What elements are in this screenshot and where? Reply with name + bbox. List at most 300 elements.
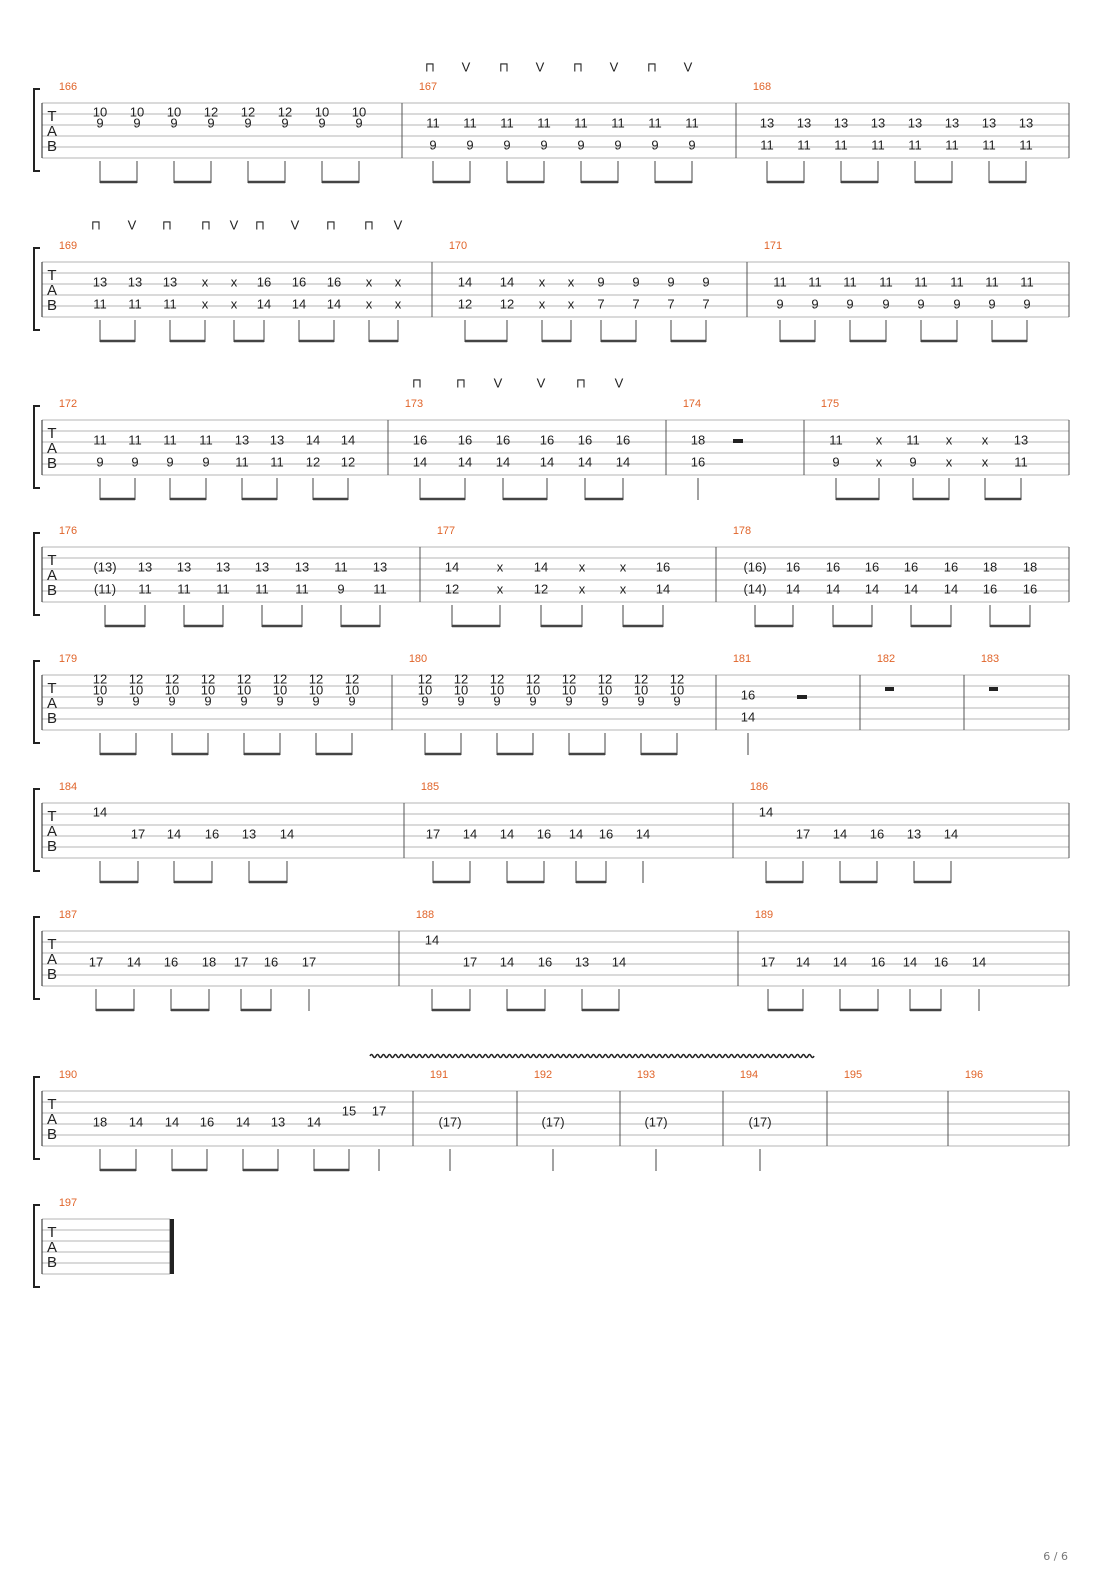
fret-number: 16 [825,559,841,575]
fret-number: 18 [1022,559,1038,575]
fret-number: 14 [943,826,959,842]
fret-number: 14 [902,954,918,970]
fret-number: 17 [760,954,776,970]
fret-number: 9 [601,693,609,709]
fret-number: 9 [673,693,681,709]
fret-number: 9 [348,693,356,709]
fret-number: 13 [981,115,997,131]
fret-number: 9 [909,454,917,470]
fret-number: (11) [93,581,117,597]
upstroke-icon: V [290,217,300,233]
upstroke-icon: V [609,59,619,75]
tab-clef-letter: A [46,822,58,840]
fret-number: 12 [305,454,321,470]
fret-number: 13 [294,559,310,575]
measure-number: 174 [682,397,702,410]
measure-number: 179 [58,652,78,665]
fret-number: 10 [489,682,505,698]
fret-number: 14 [495,454,511,470]
fret-number: 9 [651,137,659,153]
fret-number: 7 [667,296,675,312]
fret-number: 9 [457,693,465,709]
fret-number: 9 [832,454,840,470]
fret-number: 9 [133,115,141,131]
fret-number: 12 [236,671,252,687]
fret-number: 14 [539,454,555,470]
fret-number: 12 [489,671,505,687]
fret-number: 14 [126,954,142,970]
tab-clef-letter: B [46,1125,58,1143]
fret-number: 9 [131,454,139,470]
fret-number: 13 [796,115,812,131]
fret-number: 11 [373,581,387,597]
fret-number: 9 [776,296,784,312]
measure-number: 173 [404,397,424,410]
fret-number: 11 [537,115,551,131]
system-bracket [34,661,40,743]
fret-number: 14 [758,804,774,820]
tab-system [34,525,1069,627]
downstroke-icon: ⊓ [411,375,423,391]
fret-number: 9 [202,454,210,470]
upstroke-icon: V [229,217,239,233]
fret-number: 9 [96,115,104,131]
fret-number: 13 [92,274,108,290]
fret-number: 14 [424,932,440,948]
fret-number: 10 [128,682,144,698]
fret-number: 11 [463,115,477,131]
measure-number: 176 [58,524,78,537]
fret-number: 13 [269,432,285,448]
fret-number: 11 [982,137,996,153]
fret-number: 11 [808,274,822,290]
fret-number: 16 [495,432,511,448]
fret-number: 9 [204,693,212,709]
tab-clef-letter: A [46,439,58,457]
fret-number: 10 [344,682,360,698]
fret-number: 10 [669,682,685,698]
measure-number: 184 [58,780,78,793]
fret-number: x [394,296,402,312]
fret-number: 14 [533,559,549,575]
fret-number: 14 [291,296,307,312]
tab-clef-letter: T [47,424,57,442]
measure-number: 191 [429,1068,449,1081]
fret-number: 10 [164,682,180,698]
tab-clef-letter: T [47,935,57,953]
fret-number: 14 [306,1114,322,1130]
fret-number: 9 [688,137,696,153]
upstroke-icon: V [127,217,137,233]
measure-number: 168 [752,80,772,93]
measure-number: 194 [739,1068,759,1081]
fret-number: (17) [438,1114,462,1130]
fret-number: 12 [340,454,356,470]
fret-number: 11 [773,274,787,290]
fret-number: 11 [255,581,269,597]
system-bracket [34,533,40,615]
tab-clef-letter: T [47,807,57,825]
fret-number: x [538,274,546,290]
fret-number: 12 [561,671,577,687]
fret-number: 11 [93,296,107,312]
fret-number: 9 [565,693,573,709]
fret-number: 16 [943,559,959,575]
fret-number: 9 [240,693,248,709]
fret-number: 9 [632,274,640,290]
fret-number: 10 [308,682,324,698]
tab-clef-letter: A [46,1110,58,1128]
fret-number: 11 [685,115,699,131]
fret-number: 10 [200,682,216,698]
fret-number: 13 [234,432,250,448]
fret-number: 9 [529,693,537,709]
measure-number: 177 [436,524,456,537]
fret-number: 9 [614,137,622,153]
fret-number: 14 [340,432,356,448]
fret-number: 12 [597,671,613,687]
fret-number: 13 [907,115,923,131]
fret-number: 9 [953,296,961,312]
fret-number: 12 [453,671,469,687]
fret-number: 11 [945,137,959,153]
fret-number: 16 [199,1114,215,1130]
fret-number: 14 [457,454,473,470]
fret-number: 16 [326,274,342,290]
fret-number: x [538,296,546,312]
fret-number: 11 [128,296,142,312]
fret-number: 14 [305,432,321,448]
fret-number: 14 [444,559,460,575]
final-barline [170,1219,174,1274]
measure-number: 189 [754,908,774,921]
measure-number: 167 [418,80,438,93]
fret-number: 11 [1019,137,1033,153]
fret-number: 9 [540,137,548,153]
fret-number: 11 [985,274,999,290]
fret-number: 16 [982,581,998,597]
fret-number: 14 [795,954,811,970]
tab-clef-letter: B [46,837,58,855]
fret-number: 14 [499,954,515,970]
upstroke-icon: V [536,375,546,391]
fret-number: 13 [870,115,886,131]
fret-number: 9 [637,693,645,709]
fret-number: 16 [615,432,631,448]
fret-number: 16 [655,559,671,575]
measure-number: 187 [58,908,78,921]
downstroke-icon: ⊓ [200,217,212,233]
fret-number: 11 [500,115,514,131]
fret-number: 11 [879,274,893,290]
fret-number: (13) [93,559,117,575]
fret-number: 9 [96,454,104,470]
fret-number: 14 [256,296,272,312]
fret-number: 10 [597,682,613,698]
fret-number: 11 [760,137,774,153]
fret-number: 16 [864,559,880,575]
fret-number: 7 [702,296,710,312]
fret-number: 16 [903,559,919,575]
fret-number: 14 [462,826,478,842]
downstroke-icon: ⊓ [325,217,337,233]
system-bracket [34,789,40,871]
measure-number: 166 [58,80,78,93]
fret-number: 16 [412,432,428,448]
tab-system [34,217,1069,342]
measure-number: 181 [732,652,752,665]
fret-number: 11 [163,296,177,312]
fret-number: 9 [96,693,104,709]
system-bracket [34,89,40,171]
tab-system [34,1069,1069,1171]
fret-number: 9 [988,296,996,312]
fret-number: 9 [667,274,675,290]
fret-number: 14 [164,1114,180,1130]
fret-number: 13 [162,274,178,290]
system-bracket [34,406,40,488]
fret-number: 16 [539,432,555,448]
downstroke-icon: ⊓ [90,217,102,233]
fret-number: 11 [177,581,191,597]
fret-number: 12 [499,296,515,312]
fret-number: 14 [457,274,473,290]
upstroke-icon: V [614,375,624,391]
fret-number: 14 [568,826,584,842]
fret-number: 9 [312,693,320,709]
fret-number: 13 [372,559,388,575]
fret-number: (16) [743,559,767,575]
fret-number: 17 [301,954,317,970]
downstroke-icon: ⊓ [254,217,266,233]
fret-number: 17 [130,826,146,842]
fret-number: 13 [1013,432,1029,448]
fret-number: 17 [795,826,811,842]
fret-number: 12 [240,104,256,120]
fret-number: 14 [825,581,841,597]
fret-number: 18 [92,1114,108,1130]
tab-system [34,1197,174,1287]
fret-number: 9 [702,274,710,290]
fret-number: 14 [499,826,515,842]
fret-number: 12 [128,671,144,687]
fret-number: 11 [235,454,249,470]
fret-number: 13 [906,826,922,842]
tab-clef-letter: A [46,566,58,584]
fret-number: 16 [163,954,179,970]
tab-clef-letter: T [47,1095,57,1113]
fret-number: 9 [166,454,174,470]
fret-number: 9 [281,115,289,131]
fret-number: 11 [138,581,152,597]
fret-number: 12 [277,104,293,120]
fret-number: 14 [943,581,959,597]
fret-number: 9 [882,296,890,312]
fret-number: x [981,454,989,470]
fret-number: 13 [759,115,775,131]
fret-number: 11 [950,274,964,290]
fret-number: 13 [127,274,143,290]
tab-clef-letter: T [47,1223,57,1241]
fret-number: 11 [834,137,848,153]
fret-number: 13 [1018,115,1034,131]
system-bracket [34,1077,40,1159]
upstroke-icon: V [393,217,403,233]
tab-clef-letter: B [46,965,58,983]
fret-number: 13 [833,115,849,131]
fret-number: 12 [308,671,324,687]
fret-number: 12 [92,671,108,687]
fret-number: 13 [254,559,270,575]
downstroke-icon: ⊓ [161,217,173,233]
fret-number: 11 [270,454,284,470]
fret-number: 17 [462,954,478,970]
fret-number: 16 [291,274,307,290]
fret-number: 9 [493,693,501,709]
half-rest [797,695,807,699]
fret-number: 12 [457,296,473,312]
fret-number: 9 [577,137,585,153]
tab-system [34,375,1069,500]
measure-number: 175 [820,397,840,410]
fret-number: x [394,274,402,290]
fret-number: 13 [215,559,231,575]
fret-number: 16 [869,826,885,842]
fret-number: 13 [944,115,960,131]
tab-clef-letter: A [46,950,58,968]
fret-number: 10 [166,104,182,120]
tab-clef-letter: B [46,296,58,314]
page-number: 6 / 6 [1043,1550,1068,1563]
fret-number: x [567,296,575,312]
fret-number: 14 [128,1114,144,1130]
fret-number: 14 [635,826,651,842]
fret-number: 7 [632,296,640,312]
fret-number: x [875,454,883,470]
fret-number: 10 [633,682,649,698]
fret-number: x [496,559,504,575]
fret-number: 16 [204,826,220,842]
fret-number: x [230,296,238,312]
fret-number: x [619,581,627,597]
fret-number: 11 [93,432,107,448]
measure-number: 180 [408,652,428,665]
measure-number: 197 [58,1196,78,1209]
fret-number: x [496,581,504,597]
upstroke-icon: V [683,59,693,75]
fret-number: 14 [92,804,108,820]
fret-number: 9 [503,137,511,153]
downstroke-icon: ⊓ [572,59,584,75]
fret-number: 16 [870,954,886,970]
fret-number: 9 [917,296,925,312]
fret-number: 14 [279,826,295,842]
downstroke-icon: ⊓ [498,59,510,75]
fret-number: 14 [166,826,182,842]
fret-number: 10 [351,104,367,120]
fret-number: 12 [344,671,360,687]
fret-number: 18 [201,954,217,970]
fret-number: 11 [574,115,588,131]
half-rest [733,439,743,443]
whole-rest [989,687,998,691]
fret-number: x [201,296,209,312]
tab-system [34,909,1069,1011]
fret-number: 11 [843,274,857,290]
whole-rest [885,687,894,691]
fret-number: 11 [216,581,230,597]
fret-number: (14) [743,581,767,597]
fret-number: 10 [453,682,469,698]
tab-clef-letter: B [46,581,58,599]
tab-clef-letter: B [46,137,58,155]
measure-number: 188 [415,908,435,921]
fret-number: 14 [412,454,428,470]
measure-number: 195 [843,1068,863,1081]
fret-number: 17 [371,1103,387,1119]
downstroke-icon: ⊓ [455,375,467,391]
fret-number: 16 [690,454,706,470]
fret-number: 9 [318,115,326,131]
tab-clef-letter: A [46,122,58,140]
fret-number: 11 [914,274,928,290]
upstroke-icon: V [493,375,503,391]
fret-number: 14 [832,954,848,970]
fret-number: 9 [429,137,437,153]
fret-number: x [945,454,953,470]
tab-clef-letter: A [46,694,58,712]
fret-number: x [201,274,209,290]
fret-number: 9 [132,693,140,709]
fret-number: 14 [740,709,756,725]
tab-clef-letter: T [47,679,57,697]
fret-number: 9 [168,693,176,709]
fret-number: x [365,274,373,290]
fret-number: 14 [577,454,593,470]
fret-number: 16 [598,826,614,842]
fret-number: 12 [164,671,180,687]
fret-number: 11 [163,432,177,448]
measure-number: 169 [58,239,78,252]
fret-number: 14 [615,454,631,470]
fret-number: 16 [537,954,553,970]
fret-number: x [619,559,627,575]
fret-number: 12 [633,671,649,687]
fret-number: 10 [129,104,145,120]
fret-number: x [365,296,373,312]
fret-number: 9 [421,693,429,709]
fret-number: 12 [533,581,549,597]
fret-number: 14 [971,954,987,970]
system-bracket [34,1205,40,1287]
downstroke-icon: ⊓ [575,375,587,391]
fret-number: 12 [272,671,288,687]
measure-number: 172 [58,397,78,410]
fret-number: 17 [88,954,104,970]
downstroke-icon: ⊓ [363,217,375,233]
fret-number: 11 [797,137,811,153]
fret-number: 9 [811,296,819,312]
fret-number: 18 [982,559,998,575]
tab-clef-letter: T [47,551,57,569]
fret-number: 12 [669,671,685,687]
fret-number: 11 [906,432,920,448]
fret-number: 11 [426,115,440,131]
fret-number: (17) [748,1114,772,1130]
fret-number: 11 [908,137,922,153]
fret-number: 11 [128,432,142,448]
fret-number: 11 [871,137,885,153]
